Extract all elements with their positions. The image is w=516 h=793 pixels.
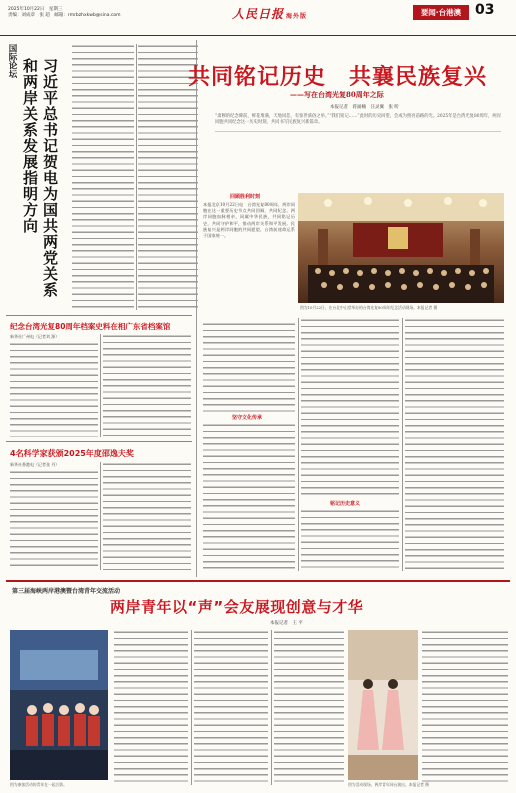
- bottom-feature-title: 两岸青年以“声”会友展现创意与才华: [110, 598, 364, 616]
- left-feature-title-col2: 习近平总书记贺电为国共两党关系: [41, 58, 59, 298]
- lead-article-title: 共同铭记历史 共襄民族复兴: [188, 65, 488, 90]
- lead-subhead-1: 回顾胜利时刻: [230, 194, 261, 200]
- bottom-photo-left-caption: 图为参加活动的青年在一起合影。: [10, 782, 67, 787]
- article-3-body: [10, 470, 98, 570]
- lead-article-subtitle: ——写在台湾光复80周年之际: [290, 90, 384, 99]
- lead-article-intro: “肃穆的纪念碑前，鲜花堆满，天地同悲，有惊世骇俗之举。”“我们铭记……”此时的历史回望，会成为照亮前路的光。2025年是台湾光复80周年，两岸同胞共同纪念这一历史时刻，共同书写民族复兴新篇章。: [215, 114, 501, 132]
- bottom-body-col3: [274, 630, 344, 785]
- article-2-title: 纪念台湾光复80周年档案史料在相广东省档案馆: [10, 322, 171, 331]
- article-3-byline: 新华社香港电（记者张 丹）: [10, 462, 60, 467]
- page-number: 03: [475, 2, 495, 18]
- date-line: 2025年10月22日 星期三 责编：刘成章 张 超 邮箱：rmrbzhxkwb@sina.com: [8, 7, 121, 18]
- lead-body-col2b: [301, 509, 399, 571]
- article-2-body-2: [103, 334, 191, 437]
- left-feature-body: [72, 44, 134, 310]
- lead-article-photo: [298, 193, 504, 303]
- lead-body-col1b: [203, 423, 295, 571]
- lead-subhead-2: 坚守文化传承: [232, 415, 263, 421]
- lead-body-col2a: [301, 318, 399, 498]
- left-feature-title-col1: 和两岸关系发展指明方向: [21, 58, 39, 234]
- page-header: [0, 0, 516, 36]
- left-feature-kicker: 国际论坛: [7, 44, 17, 78]
- bottom-body-col4: [422, 630, 508, 785]
- article-2-byline: 新华社广州电（记者刘 源）: [10, 334, 60, 339]
- lead-article-byline: 本报记者 蒋涌楠 汪灵翼 张 昕: [330, 105, 399, 110]
- section-badge: 要闻·台港澳: [413, 5, 469, 20]
- article-2-body: [10, 342, 98, 437]
- newspaper-logo: 人民日报 海外版: [232, 7, 308, 21]
- lead-photo-caption: 图为10月22日，在台北中山堂举办的台湾光复80周年纪念活动现场。本报记者 摄: [300, 305, 438, 310]
- bottom-photo-right: [348, 630, 418, 780]
- article-3-title: 4名科学家获颁2025年度邵逸夫奖: [10, 449, 134, 458]
- article-3-body-2: [103, 462, 191, 570]
- bottom-photo-left: [10, 630, 108, 780]
- bottom-feature-kicker: 第三届海峡两岸港澳暨台湾青年交流活动: [12, 588, 121, 595]
- bottom-body-col1: [114, 630, 188, 785]
- bottom-feature-byline: 本报记者 王 平: [270, 621, 303, 626]
- lead-body-col3: [405, 318, 504, 571]
- lead-body-col1a: [203, 322, 295, 412]
- bottom-photo-right-caption: 图为活动现场，两岸青年同台演出。本报记者 摄: [348, 782, 429, 787]
- left-feature: [6, 44, 64, 334]
- lead-article-body: 本报北京10月22日电 台湾光复80周年，两岸同胞在这一重要历史节点共同回顾、共同纪念。两岸同胞血脉相亲，同属中华民族，共同铭记历史，共同守护和平，推动两岸关系和平发展。民族复兴是两岸同胞的共同愿望，台湾前途命运系于国家统一。: [203, 202, 295, 239]
- bottom-body-col2: [194, 630, 268, 785]
- lead-subhead-3: 铭记历史意义: [330, 501, 361, 507]
